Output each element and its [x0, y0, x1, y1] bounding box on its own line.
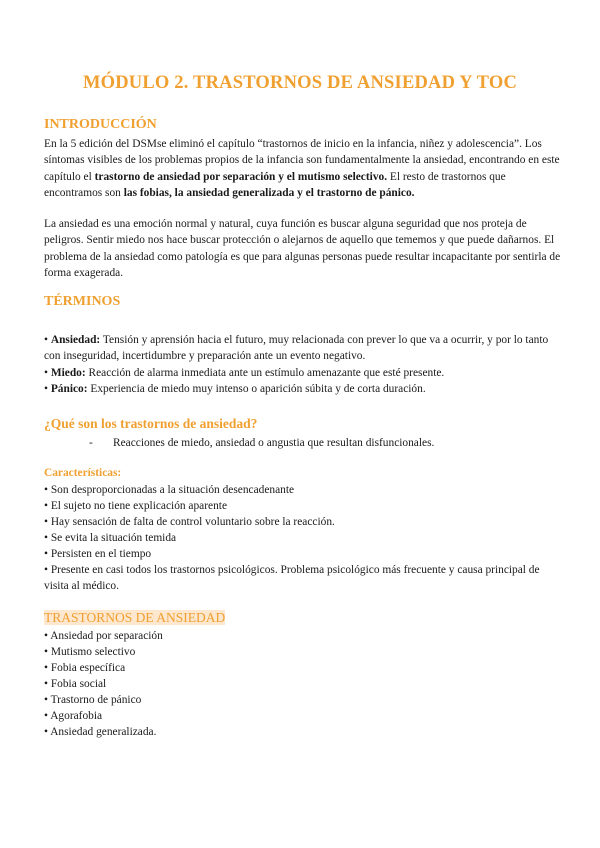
disorder-item: • Agorafobia — [44, 710, 103, 722]
what-item — [44, 435, 564, 451]
intro-paragraph-2: La ansiedad es una emoción normal y natural, cuya función es buscar alguna seguridad que nos proteja de peligros. Sentir miedo nos hace buscar protección o alejarnos de aquello que tememos y que puede dañarnos. El problema de la ansiedad como patología es que para algunas personas puede resultar incapacitante por sentirla de forma exagerada. — [44, 218, 561, 279]
intro-bold-disorders: trastorno de ansiedad por separación y el mutismo selectivo. — [94, 170, 388, 183]
disorder-item: • Mutismo selectivo — [44, 646, 136, 658]
characteristic-item: • Son desproporcionadas a la situación desencadenante — [44, 484, 295, 496]
term-panico: • Pánico: Experiencia de miedo muy intenso o aparición súbita y de corta duración. — [44, 382, 426, 395]
characteristic-item: • Presente en casi todos los trastornos psicológicos. Problema psicológico más frecuente y causa principal de visita al médico. — [44, 564, 540, 592]
disorder-item: • Ansiedad por separación — [44, 630, 163, 642]
dash-marker: - — [89, 437, 93, 449]
intro-heading: INTRODUCCIÓN — [44, 117, 157, 132]
terms-heading: TÉRMINOS — [44, 294, 121, 309]
intro-text-a: En la 5 edición del DSMse eliminó el capítulo “trastornos de inicio en la infancia, niñez y adolescencia”. Los síntomas visibles de los problemas propios de la infancia son fundamentalmente la ansiedad, encontrando en este capítulo el — [44, 138, 560, 183]
term-definition: Experiencia de miedo muy intenso o aparición súbita y de corta duración. — [87, 382, 426, 395]
disorders-list — [44, 628, 564, 740]
term-label: Miedo: — [50, 366, 86, 379]
term-definition: Tensión y aprensión hacia el futuro, muy relacionada con prever lo que va a ocurrir, y por lo tanto con inseguridad, incertidumbre y preparación ante un evento negativo. — [44, 334, 549, 363]
disorder-item: • Trastorno de pánico — [44, 694, 142, 706]
term-ansiedad: • Ansiedad: Tensión y aprensión hacia el futuro, muy relacionada con prever lo que va a ocurrir, y por lo tanto con inseguridad, incertidumbre y preparación ante un evento negativo. — [44, 334, 549, 363]
term-label: Ansiedad: — [50, 334, 101, 346]
terms-list — [44, 332, 564, 397]
characteristics-list — [44, 482, 564, 594]
intro-paragraph-1 — [44, 136, 564, 201]
characteristic-item: • El sujeto no tiene explicación aparente — [44, 500, 228, 512]
characteristic-item: • Hay sensación de falta de control voluntario sobre la reacción. — [44, 516, 335, 528]
characteristic-item: • Persisten en el tiempo — [44, 548, 152, 560]
disorder-item: • Ansiedad generalizada. — [44, 726, 157, 738]
intro-bold-others: las fobias, la ansiedad generalizada y el trastorno de pánico. — [123, 186, 415, 199]
disorder-item: • Fobia específica — [44, 662, 126, 674]
disorders-heading — [44, 610, 564, 626]
term-definition: Reacción de alarma inmediata ante un estímulo amenazante que esté presente. — [85, 366, 445, 379]
page-title: MÓDULO 2. TRASTORNOS DE ANSIEDAD Y TOC — [82, 73, 518, 93]
characteristics-heading: Características: — [44, 467, 122, 479]
what-item-text: Reacciones de miedo, ansiedad o angustia que resultan disfuncionales. — [113, 437, 435, 449]
intro-text-c: El resto de trastornos que encontramos son — [44, 170, 506, 199]
characteristic-item: • Se evita la situación temida — [44, 532, 177, 544]
term-label: Pánico: — [50, 382, 88, 395]
disorders-heading-text: TRASTORNOS DE ANSIEDAD — [44, 610, 226, 625]
disorder-item: • Fobia social — [44, 678, 107, 690]
term-miedo: • Miedo: Reacción de alarma inmediata ante un estímulo amenazante que esté presente. — [44, 366, 445, 379]
what-heading: ¿Qué son los trastornos de ansiedad? — [44, 416, 258, 431]
